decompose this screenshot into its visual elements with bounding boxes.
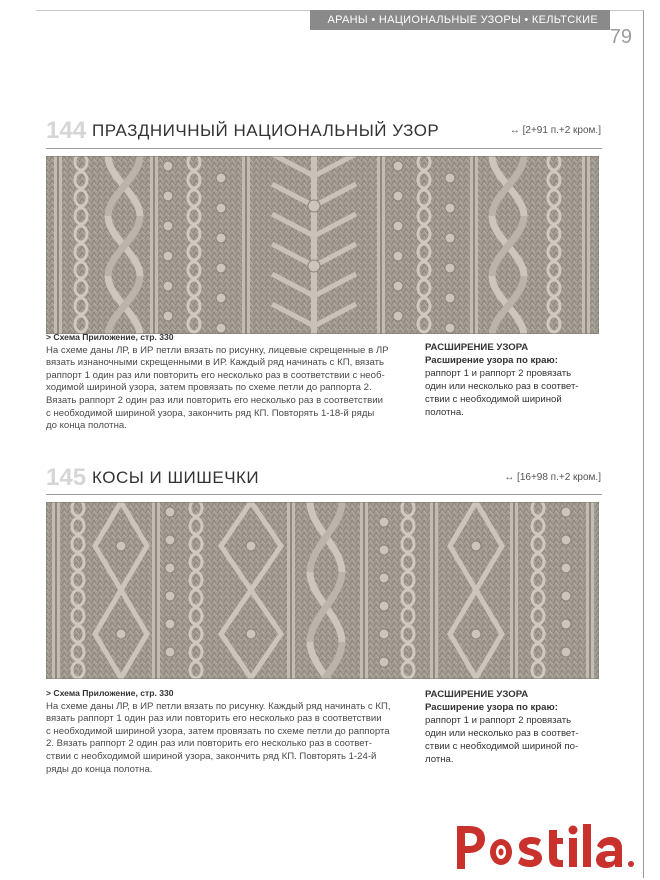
section-144-side-line: ствии с необходимой шириной (425, 394, 562, 405)
section-144-instructions (46, 331, 406, 433)
section-144-knit-photo (46, 156, 599, 334)
section-145-side-line: лотна. (425, 754, 454, 765)
section-144-side-line: раппорт 1 и раппорт 2 провязать (425, 368, 572, 379)
section-144-side-line: один или несколько раз в соответ- (425, 381, 579, 392)
section-145-ref: > Схема Приложение, стр. 330 (46, 688, 174, 698)
section-144-line: вязать изнаночными скрещенными в ИР. Каждый ряд начинать с КП, вязать (46, 357, 385, 369)
section-145-header (46, 465, 601, 491)
section-144-side-heading: РАСШИРЕНИЕ УЗОРА (425, 342, 529, 353)
section-145-rule (46, 494, 602, 495)
section-145-side-subheading: Расширение узора по краю: (425, 702, 558, 713)
section-145-side-line: ствии с необходимой шириной по- (425, 741, 579, 752)
section-145-knit-photo (46, 502, 599, 679)
section-145-line: На схеме даны ЛР, в ИР петли вязать по рисунку. Каждый ряд начинать с КП, (46, 700, 391, 712)
section-144-rule (46, 148, 602, 149)
knit-swatch-144 (46, 156, 599, 334)
section-144-line: ходимой шириной узора, затем провязать по схеме петли до раппорта 2. (46, 382, 372, 394)
section-144-spec: ↔ [2+91 п.+2 кром.] (509, 125, 601, 136)
page-number: 79 (609, 26, 632, 48)
section-145-line: с необходимой шириной узора, затем провязать по схеме петли до раппорта (46, 725, 390, 737)
section-144-line: раппорт 1 один раз или повторить его несколько раз в соответствии с необ- (46, 369, 385, 381)
section-144-side-subheading: Расширение узора по краю: (425, 355, 558, 366)
section-145-side-line: раппорт 1 и раппорт 2 провязать (425, 715, 572, 726)
section-145-instructions (46, 687, 406, 776)
section-145-title: КОСЫ И ШИШЕЧКИ (92, 468, 260, 487)
section-144-expansion (425, 341, 600, 419)
section-145-expansion (425, 688, 600, 766)
section-144-line: На схеме даны ЛР, в ИР петли вязать по рисунку, лицевые скрещенные в ЛР (46, 344, 389, 356)
section-145-side-line: один или несколько раз в соответ- (425, 728, 579, 739)
section-145-side-heading: РАСШИРЕНИЕ УЗОРА (425, 689, 529, 700)
section-145-line: 2. Вязать раппорт 2 один раз или повторить его несколько раз в соответ- (46, 738, 372, 750)
section-144-ref: > Схема Приложение, стр. 330 (46, 332, 174, 342)
section-145-line: вязать раппорт 1 один раз или повторить его несколько раз в соответствии (46, 713, 382, 725)
section-145-line: ряды до конца полотна. (46, 763, 153, 775)
section-145-number: 145 (46, 464, 87, 491)
running-title: АРАНЫ • НАЦИОНАЛЬНЫЕ УЗОРЫ • КЕЛЬТСКИЕ УЗОРЫ (310, 10, 610, 30)
section-144-line: Вязать раппорт 2 один раз или повторить его несколько раз в соответствии (46, 394, 383, 406)
section-144-title: ПРАЗДНИЧНЫЙ НАЦИОНАЛЬНЫЙ УЗОР (92, 121, 440, 140)
section-145-spec: ↔ [16+98 п.+2 кром.] (504, 472, 601, 483)
section-144-number: 144 (46, 117, 87, 144)
section-144-line: с необходимой шириной узора, закончить ряд КП. Повторять 1-18-й ряды (46, 407, 375, 419)
section-144-header (46, 118, 601, 144)
section-144-line: до конца полотна. (46, 420, 127, 432)
section-144-side-line: полотна. (425, 407, 464, 418)
postila-watermark-logo (453, 812, 643, 876)
knit-swatch-145 (46, 502, 599, 679)
section-145-line: ствии с необходимой шириной узора, закончить ряд КП. Повторять 1-24-й (46, 750, 377, 762)
